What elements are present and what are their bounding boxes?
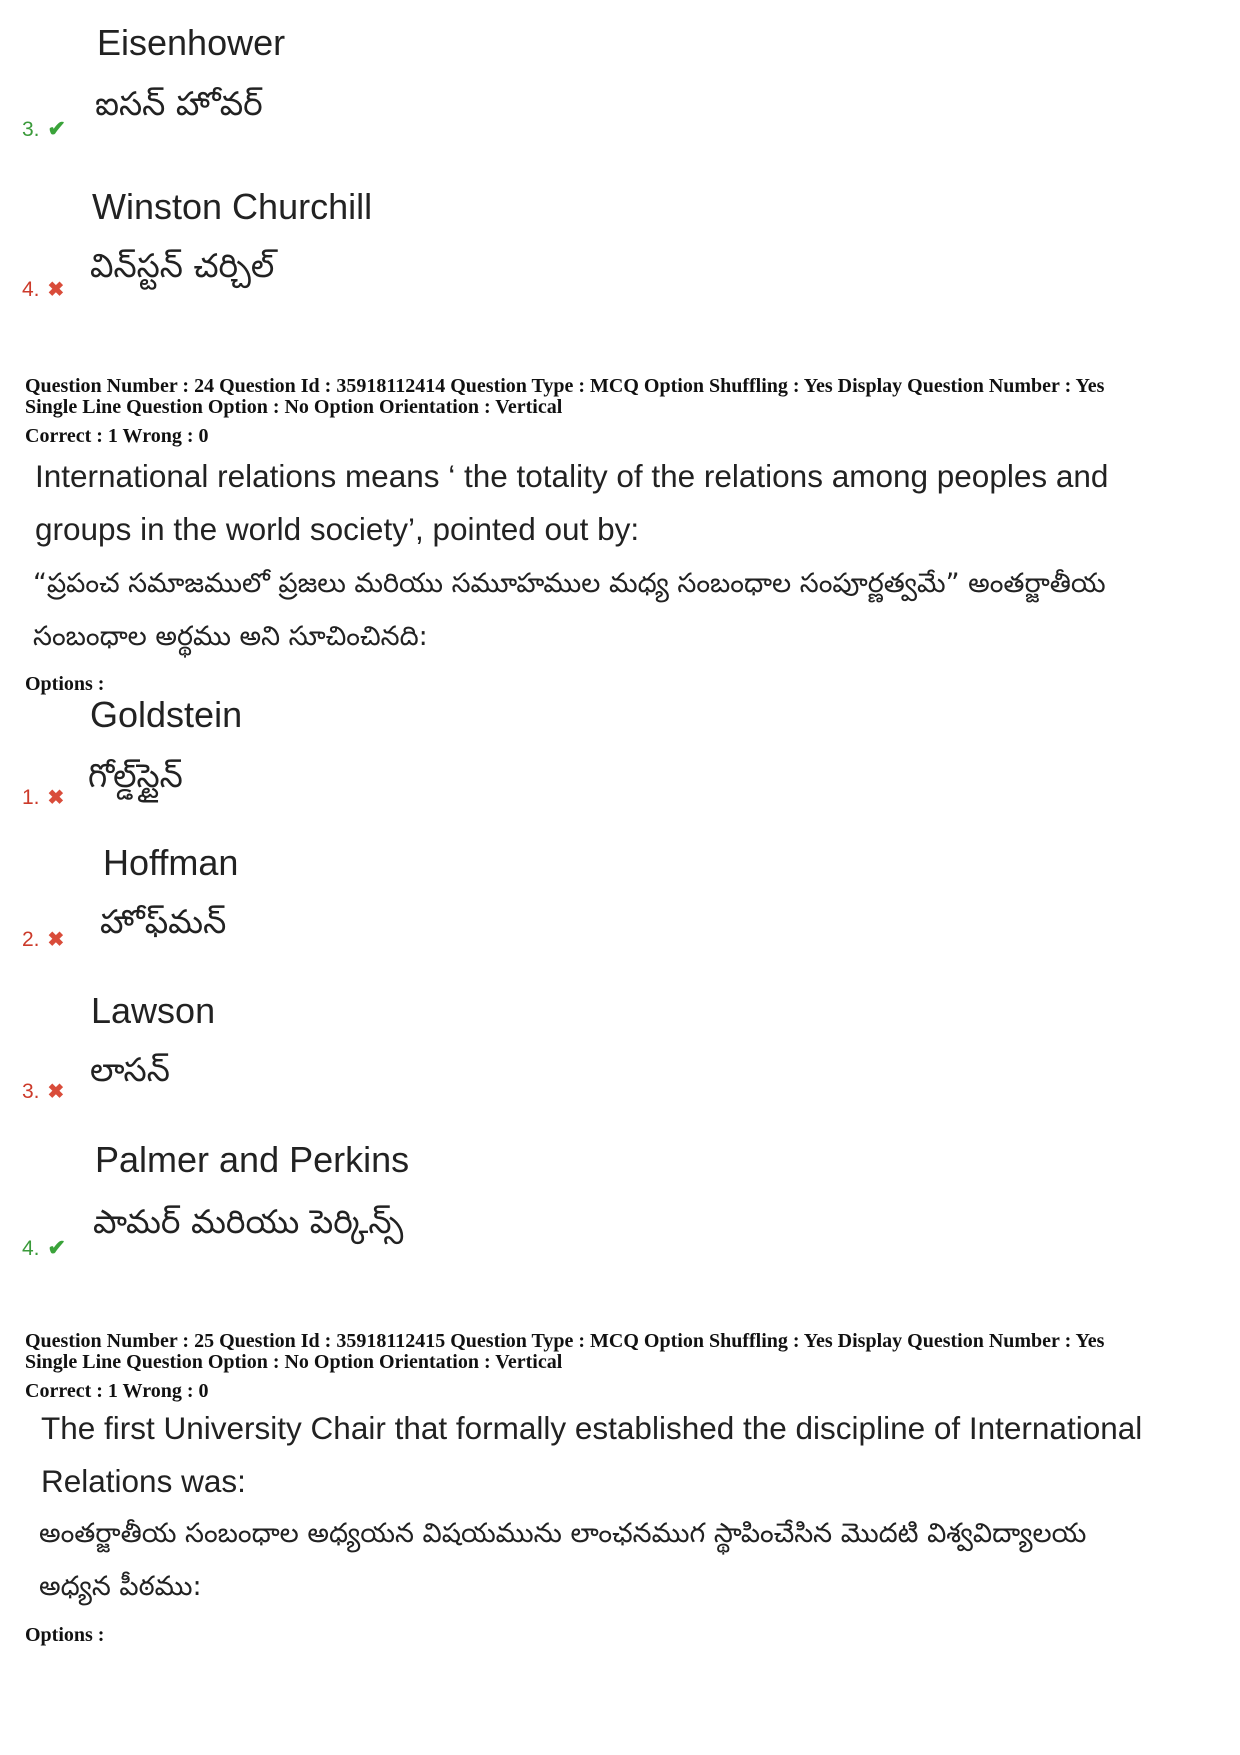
q24-option-2-english: Hoffman: [103, 842, 239, 883]
prev-option-4-marker: [22, 277, 64, 302]
prev-option-4-telugu: విన్‌స్టన్ చర్చిల్: [90, 246, 275, 285]
q25-text-telugu-line1: అంతర్జాతీయ సంబంధాల అధ్యయన విషయమును లాంఛనముగ స్థాపించేసిన మొదటి విశ్వవిద్యాలయ: [39, 1518, 1087, 1549]
q25-text-english-line2: Relations was:: [41, 1463, 246, 1499]
q24-option-4-marker: [22, 1235, 66, 1261]
q24-option-4-telugu: పామర్ మరియు పెర్కిన్స్: [93, 1202, 404, 1241]
option-number: 4.: [22, 1237, 40, 1260]
cross-mark-icon: ✖: [47, 279, 65, 301]
q24-text-telugu-line1: “ప్రపంచ సమాజములో ప్రజలు మరియు సమూహముల మధ్య సంబంధాల సంపూర్ణత్వమే” అంతర్జాతీయ: [33, 568, 1106, 599]
option-number: 1.: [22, 786, 40, 809]
q24-text-english-line2: groups in the world society’, pointed out by:: [35, 511, 640, 547]
q24-text-telugu-line2: సంబంధాల అర్థము అని సూచించినది:: [33, 621, 428, 652]
q24-option-2-marker: [22, 927, 64, 952]
q25-marks: Correct : 1 Wrong : 0: [25, 1380, 209, 1402]
q24-option-3-marker: [22, 1079, 64, 1104]
q24-option-3-telugu: లాసన్: [90, 1050, 170, 1089]
prev-option-4-english: Winston Churchill: [92, 186, 373, 227]
q25-meta-line2: Single Line Question Option : No Option Orientation : Vertical: [25, 1351, 563, 1373]
q24-options-label: Options :: [25, 673, 105, 695]
q24-text-english-line1: International relations means ‘ the totality of the relations among peoples and: [35, 458, 1109, 494]
q24-option-4-english: Palmer and Perkins: [95, 1139, 410, 1180]
q24-meta-line2: Single Line Question Option : No Option Orientation : Vertical: [25, 396, 563, 418]
prev-option-3-english: Eisenhower: [97, 22, 286, 63]
cross-mark-icon: ✖: [47, 929, 65, 951]
q25-text-english-line1: The first University Chair that formally established the discipline of International: [41, 1410, 1143, 1446]
cross-mark-icon: ✖: [47, 787, 65, 809]
q25-text-telugu-line2: అధ్యన పీఠము:: [39, 1571, 202, 1602]
q24-option-1-marker: [22, 785, 64, 810]
check-mark-icon: ✔: [47, 116, 66, 141]
q24-meta-line1: Question Number : 24 Question Id : 35918112414 Question Type : MCQ Option Shuffling : Yes Display Question Number : Yes: [25, 375, 1105, 397]
prev-option-3-telugu: ఐసన్ హోవర్: [95, 84, 263, 123]
q24-option-2-telugu: హోఫ్‌మన్: [100, 902, 227, 941]
option-number: 3.: [22, 118, 40, 141]
q24-marks: Correct : 1 Wrong : 0: [25, 425, 209, 447]
option-number: 3.: [22, 1080, 40, 1103]
option-number: 2.: [22, 928, 40, 951]
check-mark-icon: ✔: [47, 1235, 66, 1260]
option-number: 4.: [22, 278, 40, 301]
q25-options-label: Options :: [25, 1624, 105, 1646]
q24-option-1-english: Goldstein: [90, 694, 243, 735]
cross-mark-icon: ✖: [47, 1081, 65, 1103]
q24-option-3-english: Lawson: [91, 990, 216, 1031]
prev-option-3-marker: [22, 116, 66, 142]
q24-option-1-telugu: గోల్డ్‌స్టైన్: [88, 756, 183, 795]
q25-meta-line1: Question Number : 25 Question Id : 35918112415 Question Type : MCQ Option Shuffling : Yes Display Question Number : Yes: [25, 1330, 1105, 1352]
